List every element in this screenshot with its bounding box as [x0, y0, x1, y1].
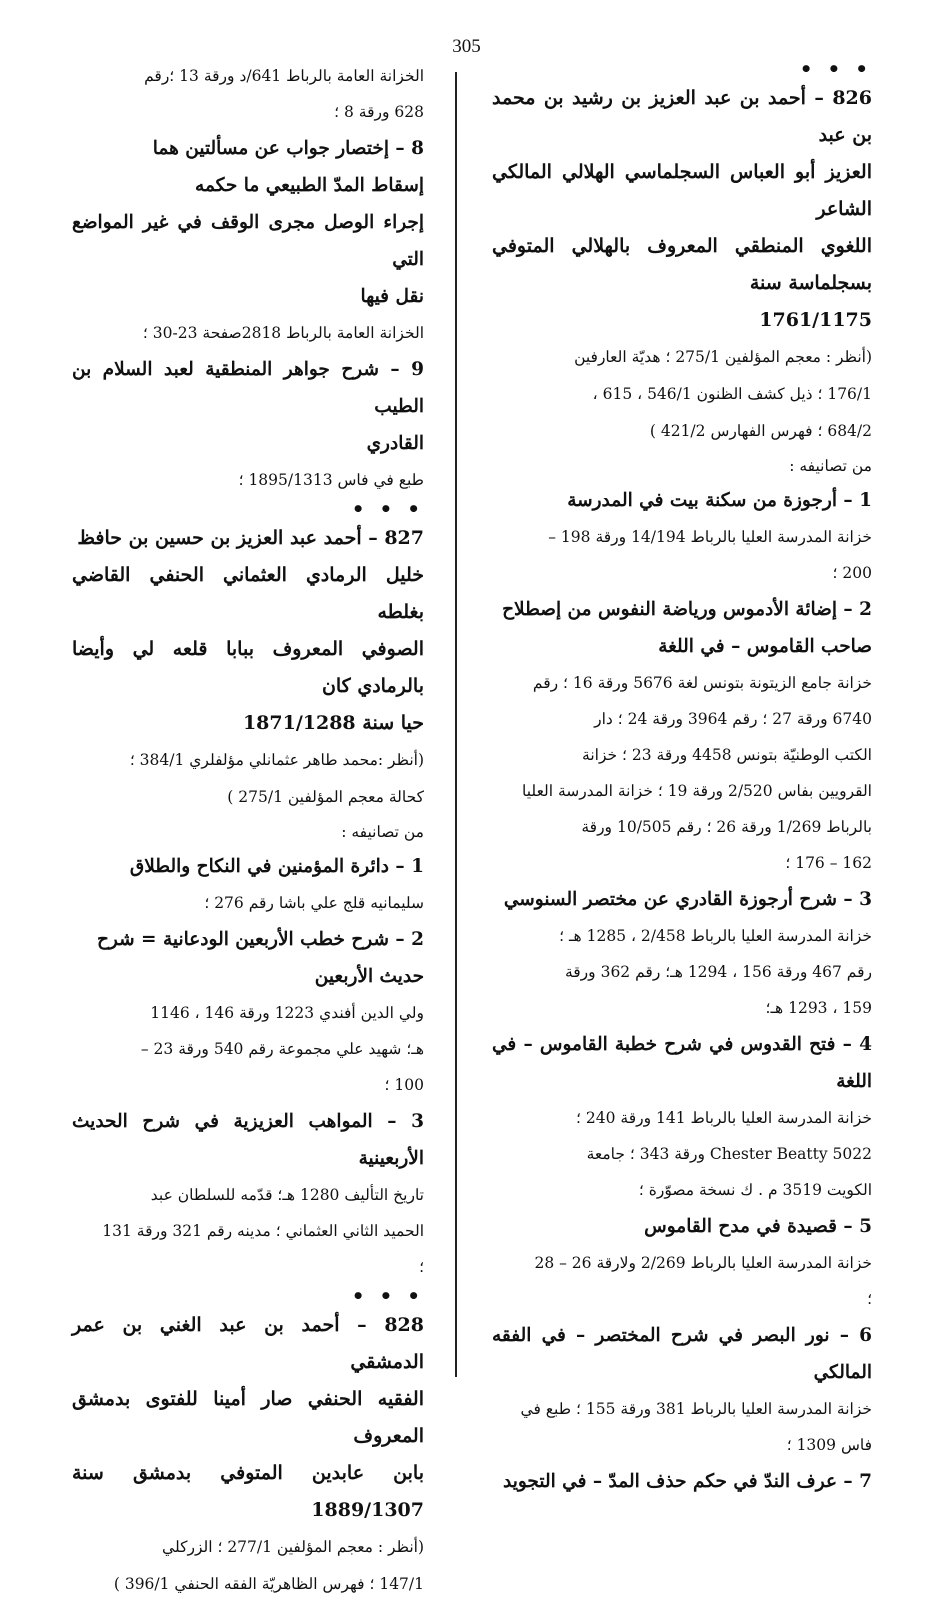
separator-dots: • • • — [351, 1284, 424, 1308]
manuscript-source-line: ولي الدين أفندي 1223 ورقة 146 ، 1146 — [150, 1004, 424, 1022]
left-column — [72, 58, 424, 1603]
section-heading: من تصانيفه : — [341, 823, 424, 841]
manuscript-source-line: ؛ — [419, 1258, 424, 1276]
reference-line: (أنظر :محمد طاهر عثمانلي مؤلفلري 384/1 ؛ — [129, 751, 424, 769]
work-title-line: 4 – فتح القدوس في شرح خطبة القاموس – في اللغة — [492, 1034, 872, 1092]
manuscript-source-line: خزانة المدرسة العليا بالرباط 14/194 ورقة 198 – — [548, 528, 872, 546]
manuscript-source-line: الخزانة العامة بالرباط 2818صفحة 23-30 ؛ — [142, 324, 424, 342]
manuscript-source-line: خزانة المدرسة العليا بالرباط 381 ورقة 155 ؛ طبع في — [520, 1400, 872, 1418]
manuscript-source-line: 162 – 176 ؛ — [785, 854, 872, 872]
entry-heading-line: بابن عابدين المتوفي بدمشق سنة 1889/1307 — [72, 1462, 424, 1521]
entry-heading-line: اللغوي المنطقي المعروف بالهلالي المتوفي بسجلماسة سنة — [492, 235, 872, 294]
work-title-line: 5 – قصيدة في مدح القاموس — [644, 1216, 872, 1237]
manuscript-source-line: فاس 1309 ؛ — [786, 1436, 872, 1454]
reference-line: (أنظر : معجم المؤلفين 277/1 ؛ الزركلي — [162, 1538, 424, 1556]
manuscript-source-line: خزانة المدرسة العليا بالرباط 2/269 ولارقة 26 – 28 — [534, 1254, 872, 1272]
column-divider — [455, 72, 457, 1377]
manuscript-source-line: تاريخ التأليف 1280 هـ؛ قدّمه للسلطان عبد — [150, 1186, 424, 1204]
work-title-line: 6 – نور البصر في شرح المختصر – في الفقه المالكي — [492, 1325, 872, 1383]
work-title-line: 3 – المواهب العزيزية في شرح الحديث الأربعينية — [72, 1111, 424, 1169]
work-title-line: 1 – دائرة المؤمنين في النكاح والطلاق — [129, 856, 424, 877]
reference-line: (أنظر : معجم المؤلفين 275/1 ؛ هديّة العارفين — [574, 348, 872, 366]
work-title-line: 8 – إختصار جواب عن مسألتين هما — [152, 138, 424, 159]
entry-heading-line: حيا سنة 1871/1288 — [242, 712, 424, 734]
manuscript-source-line: رقم 467 ورقة 156 ، 1294 هـ؛ رقم 362 ورقة — [564, 963, 872, 981]
entry-heading-line: 826 – أحمد بن عبد العزيز بن رشيد بن محمد بن عبد — [492, 87, 872, 146]
entry-heading-line: 827 – أحمد عبد العزيز بن حسين بن حافظ — [77, 527, 424, 549]
work-title-line: إجراء الوصل مجرى الوقف في غير المواضع التي — [72, 212, 424, 270]
entry-heading-line: العزيز أبو العباس السجلماسي الهلالي المالكي الشاعر — [492, 161, 872, 220]
manuscript-source-line: الخزانة العامة بالرباط 641/د ورقة 13 ؛رقم — [144, 67, 424, 85]
reference-line: كحالة معجم المؤلفين 275/1 ) — [227, 788, 424, 806]
work-title-line: 7 – عرف الندّ في حكم حذف المدّ – في التجويد — [503, 1471, 872, 1492]
manuscript-source-line: هـ؛ شهيد علي مجموعة رقم 540 ورقة 23 – — [140, 1040, 424, 1058]
manuscript-source-line: 159 ، 1293 هـ؛ — [765, 999, 872, 1017]
reference-line: 684/2 ؛ فهرس الفهارس 421/2 ) — [649, 422, 872, 440]
manuscript-source-line: بالرباط 1/269 ورقة 26 ؛ رقم 10/505 ورقة — [581, 818, 872, 836]
manuscript-source-line: Chester Beatty 5022 ورقة 343 ؛ جامعة — [586, 1145, 872, 1163]
work-title-line: إسقاط المدّ الطبيعي ما حكمه — [195, 175, 424, 196]
manuscript-source-line: خزانة المدرسة العليا بالرباط 141 ورقة 240 ؛ — [576, 1109, 872, 1127]
work-title-line: 9 – شرح جواهر المنطقية لعبد السلام بن الطيب — [72, 359, 424, 417]
section-heading: من تصانيفه : — [789, 457, 872, 475]
manuscript-source-line: 628 ورقة 8 ؛ — [334, 103, 424, 121]
work-title-line: 3 – شرح أرجوزة القادري عن مختصر السنوسي — [503, 889, 872, 910]
work-title-line: القادري — [366, 433, 424, 454]
work-title-line: نقل فيها — [360, 286, 424, 307]
manuscript-source-line: الكويت 3519 م . ك نسخة مصوّرة ؛ — [638, 1181, 872, 1199]
work-title-line: 2 – شرح خطب الأربعين الودعانية = شرح — [96, 929, 424, 950]
entry-heading-line: 1761/1175 — [759, 309, 872, 331]
entry-heading-line: خليل الرمادي العثماني الحنفي القاضي بغلطه — [72, 564, 424, 623]
entry-heading-line: الفقيه الحنفي صار أمينا للفتوى بدمشق المعروف — [72, 1388, 424, 1447]
work-title-line: 2 – إضائة الأدموس ورياضة النفوس من إصطلاح — [502, 599, 872, 620]
page-number: 305 — [452, 36, 481, 57]
manuscript-source-line: الحميد الثاني العثماني ؛ مدينه رقم 321 ورقة 131 — [102, 1222, 424, 1240]
manuscript-source-line: ؛ — [867, 1290, 872, 1308]
entry-heading-line: 828 – أحمد بن عبد الغني بن عمر الدمشقي — [72, 1314, 424, 1373]
separator-dots: • • • — [799, 57, 872, 81]
manuscript-source-line: سليمانيه قلج علي باشا رقم 276 ؛ — [204, 894, 424, 912]
right-column — [492, 58, 872, 1500]
manuscript-source-line: 200 ؛ — [832, 564, 872, 582]
manuscript-source-line: 6740 ورقة 27 ؛ رقم 3964 ورقة 24 ؛ دار — [594, 710, 872, 728]
separator-dots: • • • — [351, 497, 424, 521]
entry-heading-line: الصوفي المعروف ببابا قلعه لي وأيضا بالرمادي كان — [72, 638, 424, 697]
work-title-line: 1 – أرجوزة من سكنة بيت في المدرسة — [567, 490, 872, 511]
manuscript-source-line: القرويين بفاس 2/520 ورقة 19 ؛ خزانة المدرسة العليا — [522, 782, 872, 800]
work-title-line: حديث الأربعين — [314, 966, 424, 987]
work-title-line: صاحب القاموس – في اللغة — [658, 636, 872, 657]
manuscript-source-line: خزانة جامع الزيتونة بتونس لغة 5676 ورقة 16 ؛ رقم — [532, 674, 872, 692]
reference-line: 147/1 ؛ فهرس الظاهريّة الفقه الحنفي 396/1 ) — [113, 1575, 424, 1593]
manuscript-source-line: طبع في فاس 1895/1313 ؛ — [238, 471, 424, 489]
reference-line: 176/1 ؛ ذيل كشف الظنون 546/1 ، 615 ، — [592, 385, 872, 403]
manuscript-source-line: الكتب الوطنيّة بتونس 4458 ورقة 23 ؛ خزانة — [582, 746, 872, 764]
manuscript-source-line: خزانة المدرسة العليا بالرباط 2/458 ، 1285 هـ ؛ — [559, 927, 872, 945]
manuscript-source-line: 100 ؛ — [384, 1076, 424, 1094]
